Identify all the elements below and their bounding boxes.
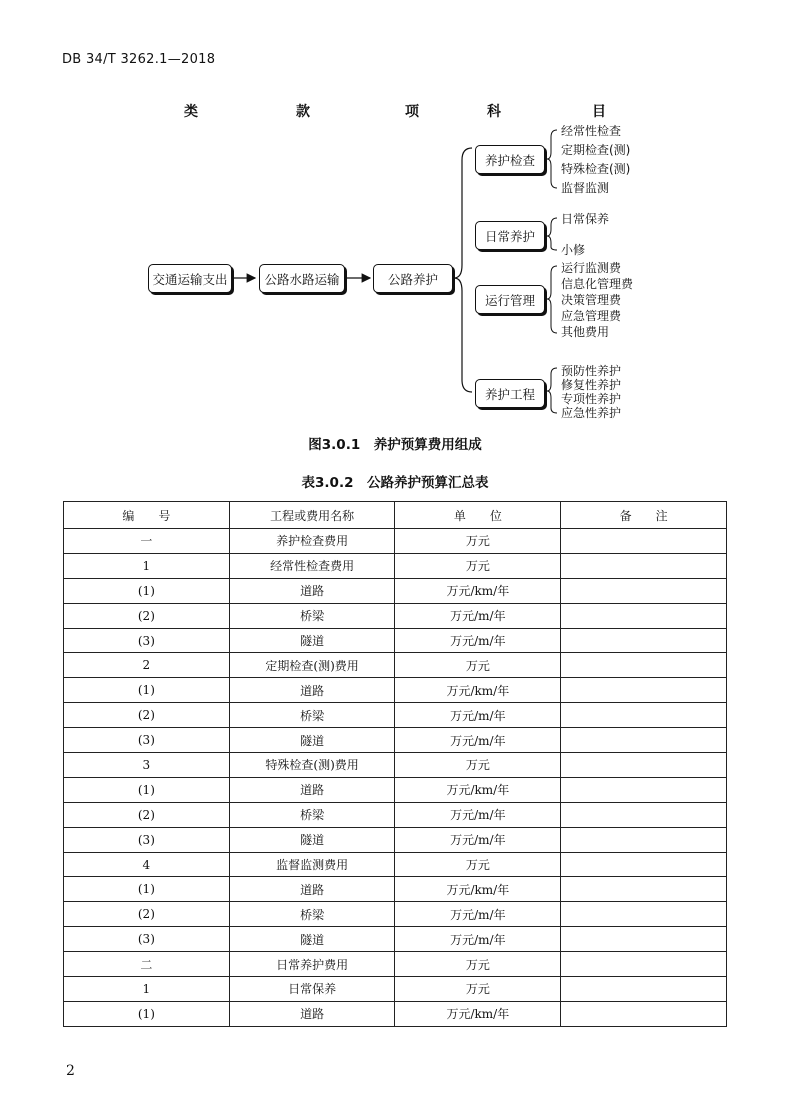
table-row — [64, 753, 727, 778]
table-cell: 4 — [64, 852, 230, 877]
leaf-item: 定期检查(测) — [561, 143, 631, 157]
leaf-item: 应急性养护 — [561, 406, 622, 420]
table-cell: 万元/m/年 — [395, 728, 561, 753]
table-cell — [561, 578, 727, 603]
table-cell: 万元/m/年 — [395, 927, 561, 952]
table-row — [64, 852, 727, 877]
table-cell: (2) — [64, 703, 230, 728]
table-cell: 隧道 — [229, 728, 395, 753]
table-cell: 1 — [64, 553, 230, 578]
leaf-item: 修复性养护 — [561, 378, 622, 392]
leaf-item: 决策管理费 — [561, 293, 622, 307]
box-highway-maintenance: 公路养护 — [373, 264, 453, 293]
table-cell: 桥梁 — [229, 802, 395, 827]
header-cell-unit: 单 位 — [395, 502, 561, 529]
table-row — [64, 777, 727, 802]
leaf-item: 运行监测费 — [561, 261, 622, 275]
table-cell: 道路 — [229, 877, 395, 902]
box-maintenance-engineering: 养护工程 — [475, 379, 545, 408]
table-cell: 道路 — [229, 678, 395, 703]
table-caption: 表3.0.2 公路养护预算汇总表 — [301, 475, 489, 491]
table-row — [64, 728, 727, 753]
table-cell: 经常性检查费用 — [229, 553, 395, 578]
leaf-item: 信息化管理费 — [561, 277, 634, 291]
table-cell: 日常养护费用 — [229, 952, 395, 977]
table-cell — [561, 628, 727, 653]
table-cell — [561, 653, 727, 678]
table-cell — [561, 678, 727, 703]
table-cell: 万元 — [395, 852, 561, 877]
leaf-item: 经常性检查 — [561, 124, 622, 138]
header-cell-name: 工程或费用名称 — [229, 502, 395, 529]
table-header-row — [64, 502, 727, 529]
leaf-item: 小修 — [561, 243, 586, 257]
column-header-kuan: 款 — [296, 104, 310, 120]
table-cell: 道路 — [229, 578, 395, 603]
table-row — [64, 902, 727, 927]
diagram-connectors — [0, 0, 790, 440]
table-cell — [561, 852, 727, 877]
table-cell: 万元/m/年 — [395, 628, 561, 653]
table-cell: 万元/km/年 — [395, 1001, 561, 1026]
table-cell — [561, 753, 727, 778]
table-cell: 万元/km/年 — [395, 877, 561, 902]
table-cell: (1) — [64, 877, 230, 902]
table-cell — [561, 802, 727, 827]
table-row — [64, 553, 727, 578]
table-cell: 隧道 — [229, 628, 395, 653]
leaf-item: 日常保养 — [561, 212, 610, 226]
table-row — [64, 578, 727, 603]
box-routine-maintenance: 日常养护 — [475, 221, 545, 250]
table-row — [64, 952, 727, 977]
table-cell: 万元/km/年 — [395, 777, 561, 802]
box-transport-expenditure: 交通运输支出 — [148, 264, 232, 293]
table-row — [64, 628, 727, 653]
table-cell: 万元 — [395, 653, 561, 678]
column-header-lei: 类 — [184, 104, 198, 120]
brace-operation — [547, 266, 557, 333]
table-cell: 万元/m/年 — [395, 902, 561, 927]
header-cell-remark: 备 注 — [561, 502, 727, 529]
table-cell: 万元 — [395, 952, 561, 977]
table-cell: 道路 — [229, 1001, 395, 1026]
table-cell: 1 — [64, 977, 230, 1002]
page-number: 2 — [66, 1063, 75, 1079]
table-cell — [561, 952, 727, 977]
table-cell — [561, 777, 727, 802]
table-cell: 定期检查(测)费用 — [229, 653, 395, 678]
column-header-mu: 目 — [592, 104, 606, 120]
box-operation-management: 运行管理 — [475, 285, 545, 314]
table-cell: (3) — [64, 927, 230, 952]
table-cell: (2) — [64, 603, 230, 628]
table-cell: 特殊检查(测)费用 — [229, 753, 395, 778]
table-cell: 万元 — [395, 753, 561, 778]
table-row — [64, 529, 727, 554]
table-row — [64, 1001, 727, 1026]
table-row — [64, 977, 727, 1002]
leaf-item: 监督监测 — [561, 181, 610, 195]
table-cell: 2 — [64, 653, 230, 678]
table-cell: (1) — [64, 578, 230, 603]
leaf-item: 应急管理费 — [561, 309, 622, 323]
table-cell — [561, 977, 727, 1002]
table-cell: (3) — [64, 628, 230, 653]
table-cell: 二 — [64, 952, 230, 977]
table-cell: (1) — [64, 678, 230, 703]
table-cell: 万元/m/年 — [395, 603, 561, 628]
table-cell: 万元/m/年 — [395, 827, 561, 852]
table-cell: 一 — [64, 529, 230, 554]
table-cell — [561, 827, 727, 852]
branches-brace — [454, 148, 472, 392]
table-cell — [561, 728, 727, 753]
table-row — [64, 877, 727, 902]
table-cell: (3) — [64, 728, 230, 753]
figure-caption: 图3.0.1 养护预算费用组成 — [308, 437, 482, 453]
table-row — [64, 678, 727, 703]
column-header-ke: 科 — [487, 104, 501, 120]
table-row — [64, 802, 727, 827]
leaf-item: 其他费用 — [561, 325, 610, 339]
table-cell — [561, 877, 727, 902]
table-cell: 万元/m/年 — [395, 802, 561, 827]
leaf-item: 专项性养护 — [561, 392, 622, 406]
table-cell: 桥梁 — [229, 902, 395, 927]
table-cell: 万元/km/年 — [395, 578, 561, 603]
table-row — [64, 927, 727, 952]
table-row — [64, 827, 727, 852]
table-cell: 万元 — [395, 553, 561, 578]
table-cell: 万元 — [395, 529, 561, 554]
table-cell: 3 — [64, 753, 230, 778]
brace-inspection — [547, 130, 557, 188]
table-body — [64, 529, 727, 1027]
table-row — [64, 603, 727, 628]
table-cell: 隧道 — [229, 927, 395, 952]
leaf-item: 特殊检查(测) — [561, 162, 631, 176]
box-maintenance-inspection: 养护检查 — [475, 145, 545, 174]
table-cell: 桥梁 — [229, 703, 395, 728]
table-row — [64, 703, 727, 728]
brace-routine — [547, 218, 557, 250]
table-cell — [561, 529, 727, 554]
table-cell — [561, 603, 727, 628]
table-cell: 日常保养 — [229, 977, 395, 1002]
table-cell: 万元 — [395, 977, 561, 1002]
table-cell: (2) — [64, 802, 230, 827]
leaf-item: 预防性养护 — [561, 364, 622, 378]
table-row — [64, 653, 727, 678]
table-cell — [561, 703, 727, 728]
column-header-xiang: 项 — [405, 104, 419, 120]
table-cell: (2) — [64, 902, 230, 927]
budget-summary-table — [63, 501, 727, 1027]
table-cell: 万元/km/年 — [395, 678, 561, 703]
header-cell-number: 编 号 — [64, 502, 230, 529]
table-cell: 桥梁 — [229, 603, 395, 628]
table-cell: 万元/m/年 — [395, 703, 561, 728]
box-highway-waterway: 公路水路运输 — [259, 264, 345, 293]
table-cell — [561, 1001, 727, 1026]
table-cell: 监督监测费用 — [229, 852, 395, 877]
table-cell — [561, 553, 727, 578]
table-cell: (1) — [64, 777, 230, 802]
table-cell: (1) — [64, 1001, 230, 1026]
table-cell — [561, 902, 727, 927]
standard-code: DB 34/T 3262.1—2018 — [62, 52, 216, 67]
table-cell — [561, 927, 727, 952]
table-cell: 隧道 — [229, 827, 395, 852]
table-cell: 养护检查费用 — [229, 529, 395, 554]
brace-engineering — [547, 368, 557, 413]
table-cell: (3) — [64, 827, 230, 852]
table-cell: 道路 — [229, 777, 395, 802]
